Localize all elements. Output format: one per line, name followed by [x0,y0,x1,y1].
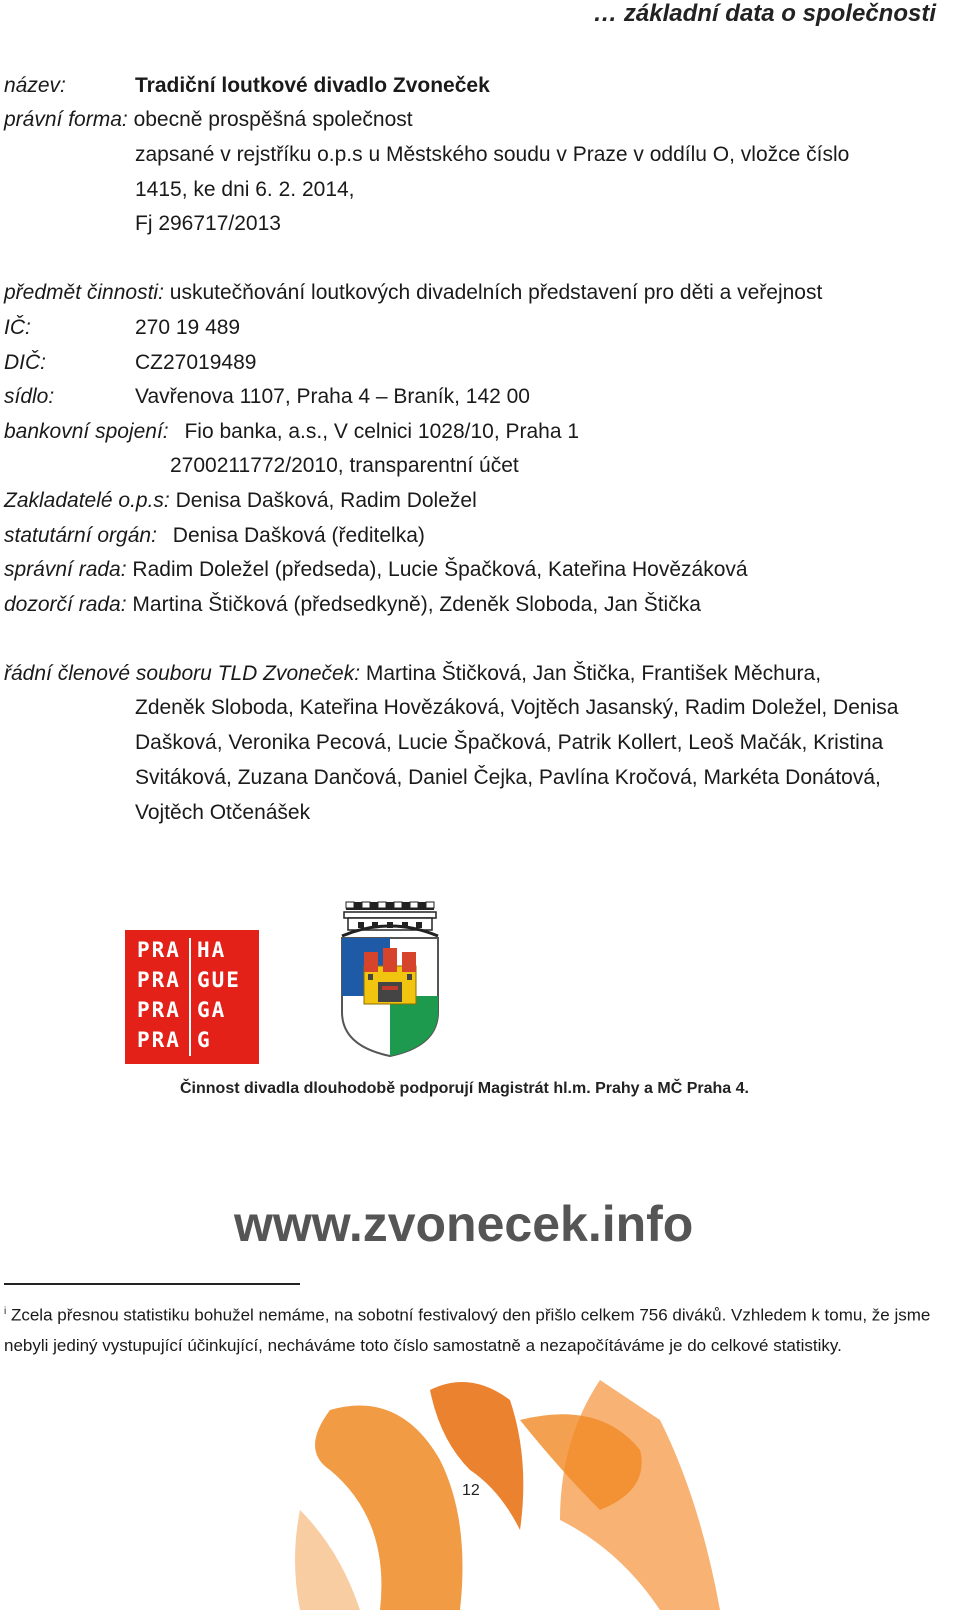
footnote-marker: i [4,1306,7,1317]
activity-value: uskutečňování loutkových divadelních představení pro děti a veřejnost [169,281,823,304]
ic-label: IČ: [4,316,31,339]
seat-value: Vavřenova 1107, Praha 4 – Braník, 142 00 [135,385,530,408]
legal-form-label: právní forma: [4,108,128,131]
decorative-jester-art [0,1380,960,1610]
registry-line-2: 1415, ke dni 6. 2. 2014, [135,178,355,201]
bank-account: 2700211772/2010, transparentní účet [170,454,519,477]
members-label: řádní členové souboru TLD Zvoneček: [4,662,361,685]
board-label: správní rada: [4,558,127,581]
support-text: Činnost divadla dlouhodobě podporují Magistrát hl.m. Prahy a MČ Praha 4. [180,1080,749,1097]
registry-line-3: Fj 296717/2013 [135,212,281,235]
praha-logo-text: PRA [137,998,181,1022]
praha-logo-text: PRA [137,968,181,992]
statutory-value: Denisa Dašková (ředitelka) [172,524,425,547]
praha-logo-text: G [197,1028,212,1052]
founders-label: Zakladatelé o.p.s: [4,489,170,512]
bank-label: bankovní spojení: [4,420,169,443]
board-row [4,555,748,585]
footnote [4,1297,934,1361]
seat-row [4,382,54,412]
registry-line-1: zapsané v rejstříku o.p.s u Městského soudu v Praze v oddílu O, vložce číslo [135,143,850,166]
statutory-label: statutární orgán: [4,524,157,547]
statutory-row [4,521,425,551]
praha-logo-text: PRA [137,938,181,962]
legal-form-value: obecně prospěšná společnost [133,108,413,131]
seat-label: sídlo: [4,385,55,408]
footnote-divider [4,1283,300,1285]
bank-value: Fio banka, a.s., V celnici 1028/10, Praha 1 [184,420,580,443]
ic-value: 270 19 489 [135,316,241,339]
praha-logo-text: PRA [137,1028,181,1052]
praha-logo-text: GA [197,998,227,1022]
ic-row [4,313,31,343]
legal-form-row [4,105,413,135]
bank-row [4,417,579,447]
praha-logo-text: HA [197,938,227,962]
board-value: Radim Doležel (předseda), Lucie Špačková, Kateřina Hovězáková [132,558,748,581]
website-url: www.zvonecek.info [234,1196,694,1252]
members-list: Zdeněk Sloboda, Kateřina Hovězáková, Vojtěch Jasanský, Radim Doležel, Denisa Dašková, Veronika Pecová, Lucie Špačková, Patrik Kollert, Leoš Mačák, Kristina Svitáková, Zuzana Dančová, Daniel Čejka, Pavlína Kročová, Markéta Donátová, Vojtěch Otčenášek [135,696,899,824]
members-first-line: Martina Štičková, Jan Štička, František Měchura, [365,662,822,685]
supervisory-row [4,590,701,620]
founders-row [4,486,477,516]
name-value: Tradiční loutkové divadlo Zvoneček [135,74,490,97]
activity-label: předmět činnosti: [4,281,164,304]
section-title: … základní data o společnosti [593,0,936,27]
praha-logo [125,930,259,1064]
dic-row [4,348,46,378]
dic-label: DIČ: [4,351,46,374]
founders-value: Denisa Dašková, Radim Doležel [175,489,477,512]
name-row [4,71,66,101]
page-number: 12 [462,1482,480,1499]
praha-logo-text: GUE [197,968,241,992]
dic-value: CZ27019489 [135,351,257,374]
supervisory-value: Martina Štičková (předsedkyně), Zdeněk Sloboda, Jan Štička [132,593,701,616]
supervisory-label: dozorčí rada: [4,593,127,616]
members-row [4,659,821,689]
praha4-crest-icon [338,900,442,1060]
footnote-text: Zcela přesnou statistiku bohužel nemáme, na sobotní festivalový den přišlo celkem 756 diváků. Vzhledem k tomu, že jsme nebyli jediný vystupující účinkující, necháváme toto číslo samostatně a nezapočítáváme je do celkové statistiky. [4,1305,931,1355]
name-label: název: [4,74,66,97]
activity-row [4,278,822,308]
